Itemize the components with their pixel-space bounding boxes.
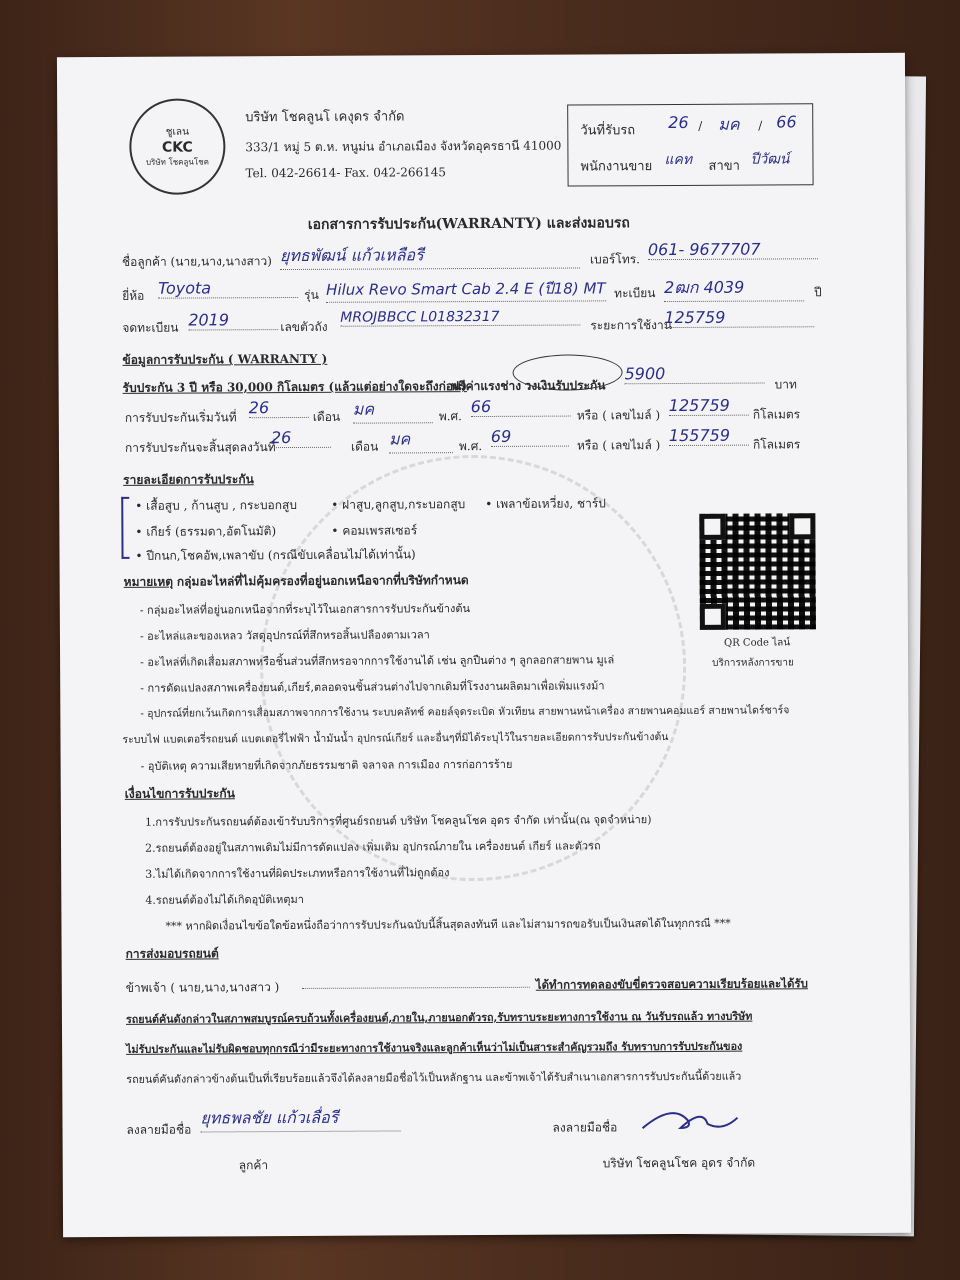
- end-year-label: พ.ศ.: [458, 439, 483, 454]
- start-mile: 125759: [669, 396, 749, 416]
- end-month: มค: [389, 427, 453, 453]
- start-km-label: กิโลเมตร: [752, 407, 801, 422]
- baht-label: บาท: [774, 377, 797, 392]
- delivery-name-blank: [302, 987, 530, 989]
- remarks-heading: หมายเหตุ: [123, 574, 174, 589]
- company-caption: บริษัท โชคลูนโชค อุดร จำกัด: [602, 1155, 756, 1171]
- logo-abbr: CKC: [161, 139, 193, 156]
- conditions-heading: เงื่อนไขการรับประกัน: [124, 786, 235, 801]
- remark-item: - อุบัติเหตุ ความเสียหายที่เกิดจากภัยธรรมชาติ จลาจล การเมือง การก่อการร้าย: [140, 757, 513, 773]
- model-label: รุ่น: [304, 287, 319, 302]
- registration-value: 2019: [188, 310, 278, 330]
- condition-item: 4.รถยนต์ต้องไม่ได้เกิดอุบัติเหตุมา: [145, 892, 305, 907]
- remarks-heading-line: [124, 571, 469, 592]
- conditions-note: *** หากผิดเงื่อนไขข้อใดข้อหนึ่งถือว่าการรับประกันฉบับนี้สิ้นสุดลงทันที และไม่สามารถขอรับเป็นเงินสดได้ในทุกกรณี ***: [165, 916, 731, 933]
- warranty-heading: ข้อมูลการรับประกัน ( WARRANTY ): [122, 351, 328, 367]
- remark-item: ระบบไฟ แบตเตอรี่รถยนต์ แบตเตอรี่ไฟฟ้า น้ำมันน้ำ อุปกรณ์เกียร์ และอื่นๆที่มิได้ระบุไว้ในรายละเอียดการรับประกันข้างต้น: [122, 731, 669, 746]
- delivery-line-2: รถยนต์คันดังกล่าวในสภาพสมบูรณ์ครบถ้วนทั้งเครื่องยนต์,ภายใน,ภายนอกตัวรถ,รับทราบระยะทางการใช้งาน ณ วันรับรถแล้ว ทางบริษัท: [125, 1009, 753, 1026]
- branch-value: ปีวัฒน์: [750, 151, 790, 168]
- plate-value: 2ฒก 4039: [664, 275, 804, 302]
- detail-item: • ปีกนก,โชคอัพ,เพลาขับ (กรณีขับเคลื่อนไม่ได้เท่านั้น): [135, 547, 416, 563]
- end-year: 69: [491, 427, 569, 447]
- condition-item: 1.การรับประกันรถยนต์ต้องเข้ารับบริการที่ศูนย์รถยนต์ บริษัท โชคลูนโชค อุดร จำกัด เท่านั้น(ณ จุดจำหน่าย): [144, 813, 652, 829]
- logo-text-top: ชูเลน: [165, 126, 189, 138]
- qr-label-1: QR Code ไลน์: [723, 637, 791, 649]
- receive-date-month: มค: [718, 114, 740, 134]
- remarks-heading-rest: กลุ่มอะไหล่ที่ไม่คุ้มครองที่อยู่นอกเหนือจากที่บริษัทกำหนด: [176, 573, 469, 589]
- salesperson-label: พนักงานขาย: [580, 159, 653, 175]
- start-month-label: เดือน: [312, 409, 341, 424]
- start-label: การรับประกันเริ่มวันที่: [124, 410, 237, 425]
- warranty-document: [57, 53, 911, 1237]
- delivery-line-1a: ข้าพเจ้า ( นาย,นาง,นางสาว ): [125, 980, 280, 995]
- salesperson-value: แคท: [664, 151, 693, 169]
- brand-value: Toyota: [158, 278, 298, 299]
- detail-item: • เกียร์ (ธรรมดา,อัตโนมัติ): [135, 524, 277, 539]
- company-phone: Tel. 042-26614- Fax. 042-266145: [245, 165, 447, 181]
- receive-date-day: 26: [668, 112, 689, 133]
- customer-caption: ลูกค้า: [238, 1158, 269, 1173]
- company-signature: [632, 1098, 742, 1139]
- remark-item: - อะไหล่ที่เกิดเสื่อมสภาพหรือชิ้นส่วนที่สึกหรอจากการใช้งานได้ เช่น ลูกปืนต่าง ๆ ลูกลอกสายพาน มูเล่: [140, 653, 615, 669]
- company-sign-label: ลงลายมือชื่อ: [552, 1120, 618, 1135]
- company-name: บริษัท โชคลูนโ เคงุดร จำกัด: [245, 109, 405, 126]
- end-label: การรับประกันจะสิ้นสุดลงวันที่: [124, 440, 276, 455]
- start-day: 26: [249, 398, 309, 418]
- condition-item: 3.ไม่ได้เกิดจากการใช้งานที่ผิดประเภทหรือการใช้งานที่ไม่ถูกต้อง: [145, 866, 450, 881]
- start-month: มค: [353, 397, 433, 423]
- company-logo: [129, 98, 226, 195]
- remark-item: - อุปกรณ์ที่ยกเว้นเกิดการเสื่อมสภาพจากการใช้งาน ระบบคลัทช์ คอยล์จุดระเบิด หัวเทียน สายพานหน้าเครื่อง สายพานคอมแอร์ สายพานไดร์ชาร์จ: [140, 704, 790, 720]
- plate-label: ทะเบียน: [614, 286, 656, 301]
- detail-item: • ฝาสูบ,ลูกสูบ,กระบอกสูบ: [331, 497, 466, 512]
- detail-item: • เสื้อสูบ , ก้านสูบ , กระบอกสูบ: [135, 497, 298, 513]
- start-year: 66: [471, 397, 571, 418]
- start-mile-label: หรือ ( เลขไมล์ ): [576, 408, 661, 423]
- brand-label: ยี่ห้อ: [122, 288, 145, 303]
- year-suffix: ปี: [814, 285, 822, 300]
- receive-date-label: วันที่รับรถ: [580, 123, 636, 139]
- branch-label: สาขา: [708, 158, 740, 174]
- warranty-limit-label: วงเงินรับประกัน: [524, 378, 606, 393]
- details-heading: รายละเอียดการรับประกัน: [123, 472, 254, 487]
- mileage-value: 125759: [664, 307, 814, 328]
- end-mile-label: หรือ ( เลขไมล์ ): [576, 438, 661, 453]
- customer-phone-value: 061- 9677707: [648, 239, 818, 260]
- vin-label: เลขตัวถัง: [280, 319, 328, 335]
- customer-name-value: ยุทธพัฒน์ แก้วเหลือรี: [280, 242, 580, 270]
- remark-item: - อะไหล่และของเหลว วัสดุอุปกรณ์ที่สึกหรอสิ้นเปลืองตามเวลา: [139, 628, 430, 643]
- condition-item: 2.รถยนต์ต้องอยู่ในสภาพเดิมไม่มีการดัดแปลง เพิ่มเติม อุปกรณ์ภายใน เครื่องยนต์ เกียร์ และตัวรถ: [145, 839, 601, 855]
- line-qr-code: [699, 513, 816, 630]
- document-title: เอกสารการรับประกัน(WARRANTY) และส่งมอบรถ: [307, 215, 630, 233]
- customer-name-label: ชื่อลูกค้า (นาย,นาง,นางสาว): [121, 254, 272, 269]
- end-month-label: เดือน: [350, 439, 379, 454]
- qr-label-2: บริการหลังการขาย: [712, 657, 794, 669]
- remark-item: - การดัดแปลงสภาพเครื่องยนต์,เกียร์,ตลอดจนชิ้นส่วนต่างไปจากเดิมที่โรงงานผลิตมาเพื่อเพิ่มแรงม้า: [140, 679, 605, 695]
- end-day: 26: [271, 428, 331, 448]
- vin-value: MROJBBCC L01832317: [340, 308, 580, 326]
- delivery-line-4: รถยนต์คันดังกล่าวข้างต้นเป็นที่เรียบร้อยแล้วจึงได้ลงลายมือชื่อไว้เป็นหลักฐาน และข้าพเจ้าได้รับสำเนาเอกสารการรับประกันนี้ด้วยแล้ว: [126, 1069, 742, 1086]
- end-km-label: กิโลเมตร: [752, 437, 801, 452]
- delivery-line-1b: ได้ทำการทดลองขับขี่ตรวจสอบความเรียบร้อยและได้รับ: [535, 976, 808, 992]
- warranty-terms: รับประกัน 3 ปี หรือ 30,000 กิโลเมตร (แล้วแต่อย่างใดจะถึงก่อน): [122, 379, 468, 395]
- free-labor: ฟรีค่าแรงช่าง: [450, 378, 522, 394]
- customer-signature: ยุทธพลชัย แก้วเลื่อรี: [200, 1105, 400, 1132]
- company-address: 333/1 หมู่ 5 ต.ห. หนูม่น อำเภอเมือง จังหวัดอุครธานี 41000: [245, 138, 562, 155]
- registration-label: จดทะเบียน: [122, 320, 179, 335]
- detail-item: • คอมเพรสเซอร์: [331, 523, 418, 538]
- customer-sign-label: ลงลายมือชื่อ: [126, 1122, 192, 1137]
- start-year-label: พ.ศ.: [438, 409, 462, 424]
- remark-item: - กลุ่มอะไหล่ที่อยู่นอกเหนือจากที่ระบุไว้ในเอกสารการรับประกันข้างต้น: [139, 602, 471, 617]
- detail-item: • เพลาข้อเหวี่ยง, ชาร์ป: [485, 496, 606, 511]
- details-bracket: [121, 497, 129, 559]
- delivery-line-3: ไม่รับประกันและไม่รับผิดชอบทุกกรณีว่ามีระยะทางการใช้งานจริงและลูกค้าเห็นว่าไม่เป็นสาระสำคัญรวมถึง รับทราบการรับประกันของ: [126, 1039, 743, 1056]
- logo-text-bottom: บริษัท โชคลูนโชค: [145, 157, 209, 167]
- warranty-limit-value: 5900: [625, 364, 765, 385]
- model-value: Hilux Revo Smart Cab 2.4 E (ปี18) MT: [326, 276, 606, 302]
- receive-date-year: 66: [776, 112, 797, 132]
- mileage-label: ระยะการใช้งาน: [590, 318, 672, 333]
- delivery-heading: การส่งมอบรถยนต์: [125, 946, 219, 961]
- end-mile: 155759: [669, 426, 749, 446]
- customer-phone-label: เบอร์โทร.: [589, 252, 641, 267]
- receive-info-box: วันที่รับรถ 26 / มค / 66 พนักงานขาย แคท สาขา ปีวัฒน์: [567, 103, 813, 186]
